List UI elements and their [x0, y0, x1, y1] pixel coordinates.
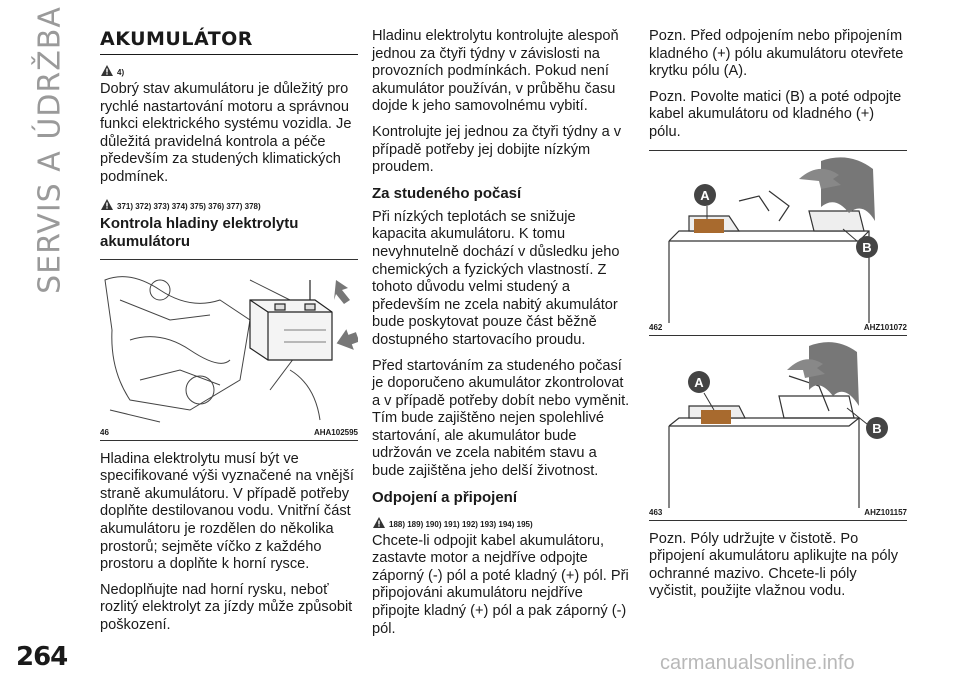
callout-label-a: A	[700, 187, 710, 203]
figure-terminal-nut	[649, 336, 907, 521]
column-1	[100, 28, 358, 643]
page-number: 264	[16, 642, 68, 672]
paragraph: Chcete-li odpojit kabel akumulátoru, zastavte motor a nejdříve odpojte záporný (-) pól a poté kladný (+) pól. Při připojováni akumulátoru nejdříve připojte kladný (+) pól a pak záporný (-) pól.	[372, 532, 629, 637]
caution-ref	[372, 513, 630, 529]
terminal-nut-illustration	[649, 336, 907, 508]
paragraph: Kontrolujte jej jednou za čtyři týdny a v případě potřeby jej dobijte nízkým proudem.	[372, 123, 622, 176]
figure-code: AHZ101157	[864, 507, 907, 517]
paragraph: Hladina elektrolytu musí být ve specifikované výši vyznačené na vnější straně akumulátoru. V případě potřeby doplňte destilovanou vodu. Vnitřní část akumulátoru je rozdělen do několika prostorů; sejměte víčko z každého prostoru a doplňte k horní rysce.	[100, 450, 354, 573]
warning-ref	[100, 61, 358, 77]
terminal-cover-illustration	[649, 151, 907, 323]
caution-ref-text: 371) 372) 373) 374) 375) 376) 377) 378)	[117, 201, 261, 211]
paragraph: Před startováním za studeného počasí je doporučeno akumulátor zkontrolovat a v případě potřeby dobít nebo vyměnit. Tím bude zajištěno nejen spolehlivé startování, ale akumulátor bude udržován ve zcela nabitém stavu a bude zajištěna jeho delší životnost.	[372, 357, 630, 480]
figure-caption	[649, 508, 907, 520]
paragraph: Hladinu elektrolytu kontrolujte alespoň jednou za čtyři týdny v závislosti na provozních podmínkách. Pokud není akumulátor používán, v průběhu času dojde k jeho samovolnému vybití.	[372, 28, 619, 115]
figure-battery-engine	[100, 259, 358, 441]
figure-terminal-cover	[649, 150, 907, 336]
subheading: Kontrola hladiny elektrolytu akumulátoru	[100, 214, 299, 250]
warning-icon	[100, 64, 114, 77]
subheading: Za studeného počasí	[372, 184, 522, 202]
figure-code: AHA102595	[313, 427, 358, 437]
figure-caption	[649, 323, 907, 335]
watermark-text: carmanualsonline.info	[660, 652, 855, 674]
caution-ref-text: 188) 189) 190) 191) 192) 193) 194) 195)	[389, 519, 533, 529]
paragraph: Při nízkých teplotách se snižuje kapacita akumulátoru. K tomu nevyhnutelně dochází v důsledku jeho chemických a fyzických vlastností. Z tohoto důvodu velmi studený a především ne zcela nabitý akumulátor bude poskytovat pouze část běžně dostupného startovacího proudu.	[372, 208, 620, 348]
warning-ref-text: 4)	[117, 68, 125, 77]
paragraph: Pozn. Póly udržujte v čistotě. Po připojení akumulátoru aplikujte na póly ochranné mazivo. Chcete-li póly vyčistit, použijte vlažnou vodu.	[649, 530, 899, 600]
section-title-text: SERVIS A ÚDRŽBA	[32, 6, 68, 294]
figure-number: 462	[649, 322, 663, 332]
paragraph: Nedoplňujte nad horní rysku, neboť rozlitý elektrolyt za jízdy může způsobit poškození.	[100, 581, 353, 633]
callout-label-a: A	[694, 374, 704, 390]
callout-label-b: B	[862, 239, 872, 255]
paragraph: Dobrý stav akumulátoru je důležitý pro rychlé nastartování motoru a správnou funkci elektrického systému vozidla. Je důležitá pravidelná kontrola a péče především za studených klimatických podmínek.	[100, 81, 352, 185]
section-heading: AKUMULÁTOR	[100, 28, 358, 55]
figure-caption	[100, 428, 358, 440]
caution-ref	[100, 195, 358, 211]
battery-engine-illustration	[100, 260, 358, 428]
callout-label-b: B	[872, 420, 882, 436]
caution-icon	[100, 198, 114, 211]
figure-number: 46	[100, 427, 109, 437]
figure-code: AHZ101072	[863, 322, 907, 332]
column-3	[649, 28, 907, 609]
paragraph: Pozn. Povolte matici (B) a poté odpojte kabel akumulátoru od kladného (+) pólu.	[649, 88, 902, 140]
column-2	[372, 28, 630, 646]
subheading: Odpojení a připojení	[372, 488, 518, 506]
paragraph: Pozn. Před odpojením nebo připojením kladného (+) pólu akumulátoru otevřete krytku pólu (A).	[649, 28, 904, 80]
caution-icon	[372, 516, 386, 529]
figure-number: 463	[649, 507, 663, 517]
section-side-title	[10, 0, 90, 300]
